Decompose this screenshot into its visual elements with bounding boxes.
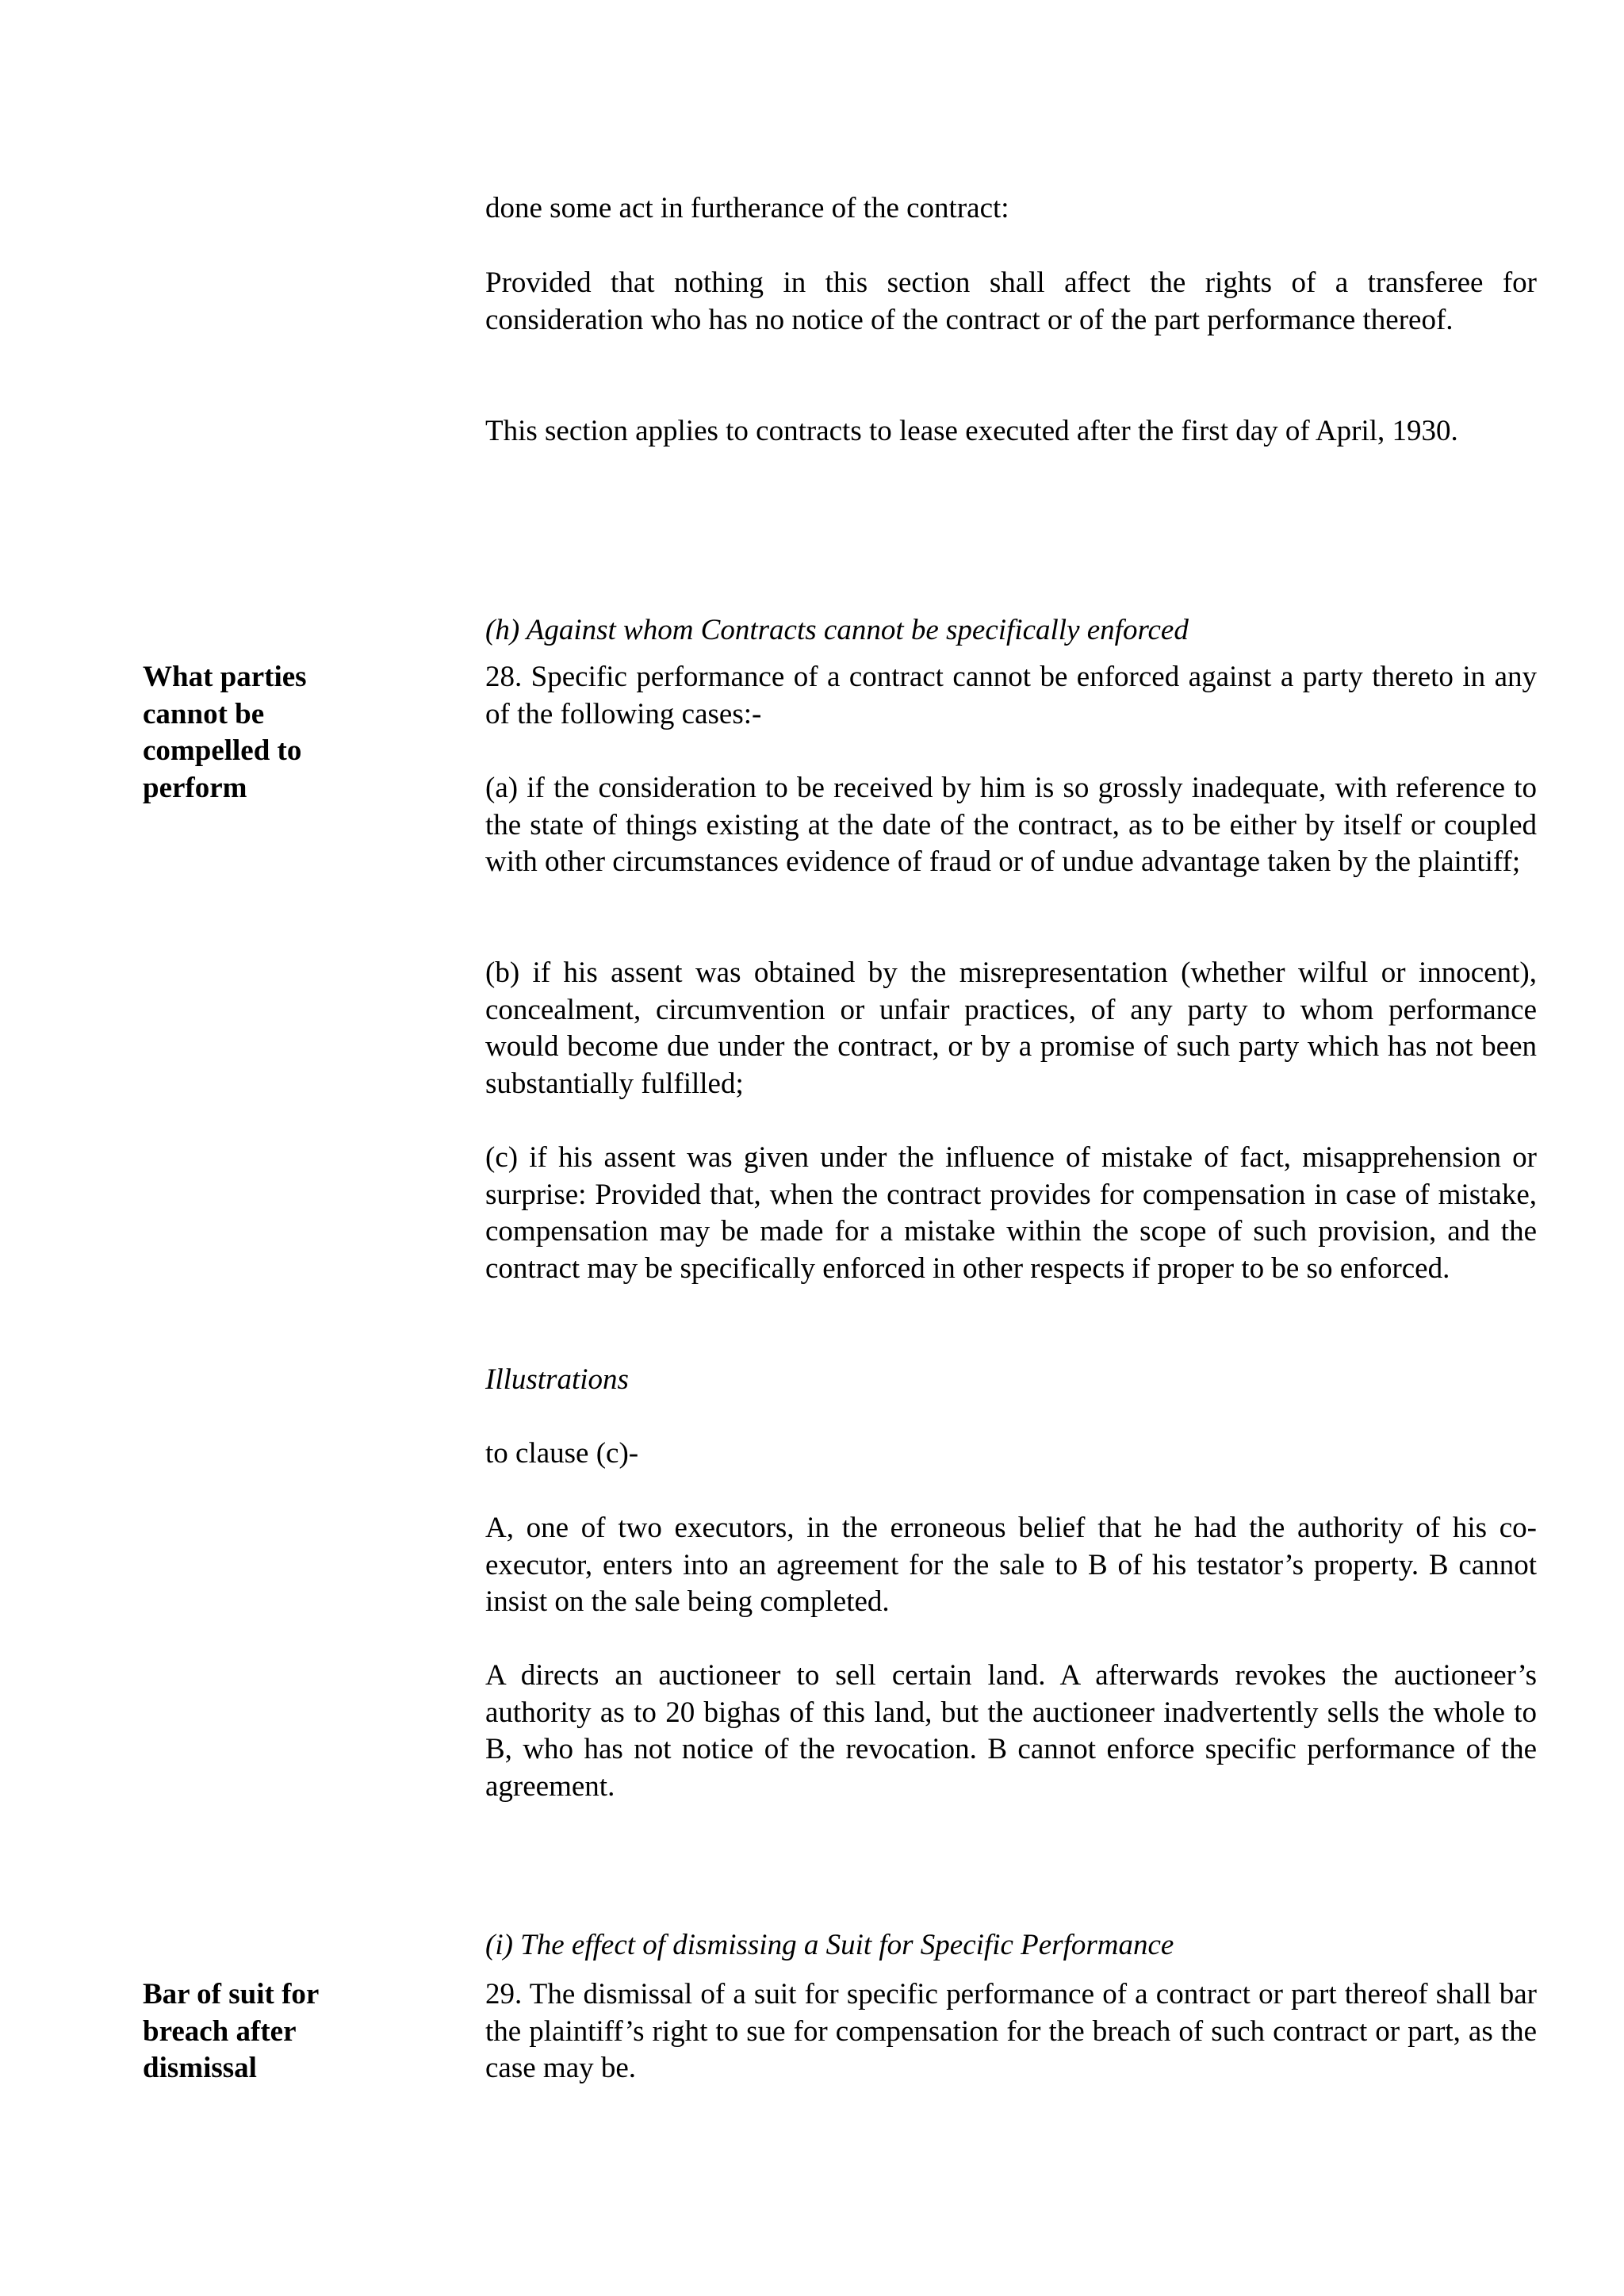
- to-clause-label: to clause (c)-: [485, 1437, 639, 1470]
- section-h-heading: (h) Against whom Contracts cannot be specifically enforced: [485, 614, 1189, 646]
- section-28-intro: 28. Specific performance of a contract cannot be enforced against a party thereto in any of the following cases:-: [485, 661, 1537, 730]
- margin-note-what-parties: What parties cannot be compelled to perform: [143, 661, 307, 804]
- paragraph-applicability: This section applies to contracts to lease executed after the first day of April, 1930.: [485, 415, 1458, 447]
- section-i-heading: (i) The effect of dismissing a Suit for Specific Performance: [485, 1929, 1174, 1961]
- section-29: 29. The dismissal of a suit for specific performance of a contract or part thereof shall bar the plaintiff’s right to sue for compensation for the breach of such contract or part, as the case may be.: [485, 1978, 1537, 2084]
- paragraph-continuation: done some act in furtherance of the contract:: [485, 192, 1009, 224]
- clause-c: (c) if his assent was given under the influence of mistake of fact, misapprehension or surprise: Provided that, when the contract provides for compensation in case of mistake, compensation may be made for a mistake within the scope of such provision, and the contract may be specifically enforced in other respects if proper to be so enforced.: [485, 1141, 1537, 1285]
- clause-b: (b) if his assent was obtained by the misrepresentation (whether wilful or innocent), concealment, circumvention or unfair practices, of any party to whom performance would become due under the contract, or by a promise of such party which has not been substantially fulfilled;: [485, 956, 1537, 1100]
- paragraph-proviso: Provided that nothing in this section shall affect the rights of a transferee for consideration who has no notice of the contract or of the part performance thereof.: [485, 266, 1537, 336]
- margin-note-bar-of-suit: Bar of suit for breach after dismissal: [143, 1978, 319, 2084]
- illustration-1: A, one of two executors, in the erroneous belief that he had the authority of his co-executor, enters into an agreement for the sale to B of his testator’s property. B cannot insist on the sale being completed.: [485, 1512, 1537, 1618]
- illustration-2: A directs an auctioneer to sell certain land. A afterwards revokes the auctioneer’s authority as to 20 bighas of this land, but the auctioneer inadvertently sells the whole to B, who has not notice of the revocation. B cannot enforce specific performance of the agreement.: [485, 1659, 1537, 1803]
- clause-a: (a) if the consideration to be received by him is so grossly inadequate, with reference to the state of things existing at the date of the contract, as to be either by itself or coupled with other circumstances evidence of fraud or of undue advantage taken by the plaintiff;: [485, 772, 1537, 878]
- illustrations-label: Illustrations: [485, 1363, 629, 1396]
